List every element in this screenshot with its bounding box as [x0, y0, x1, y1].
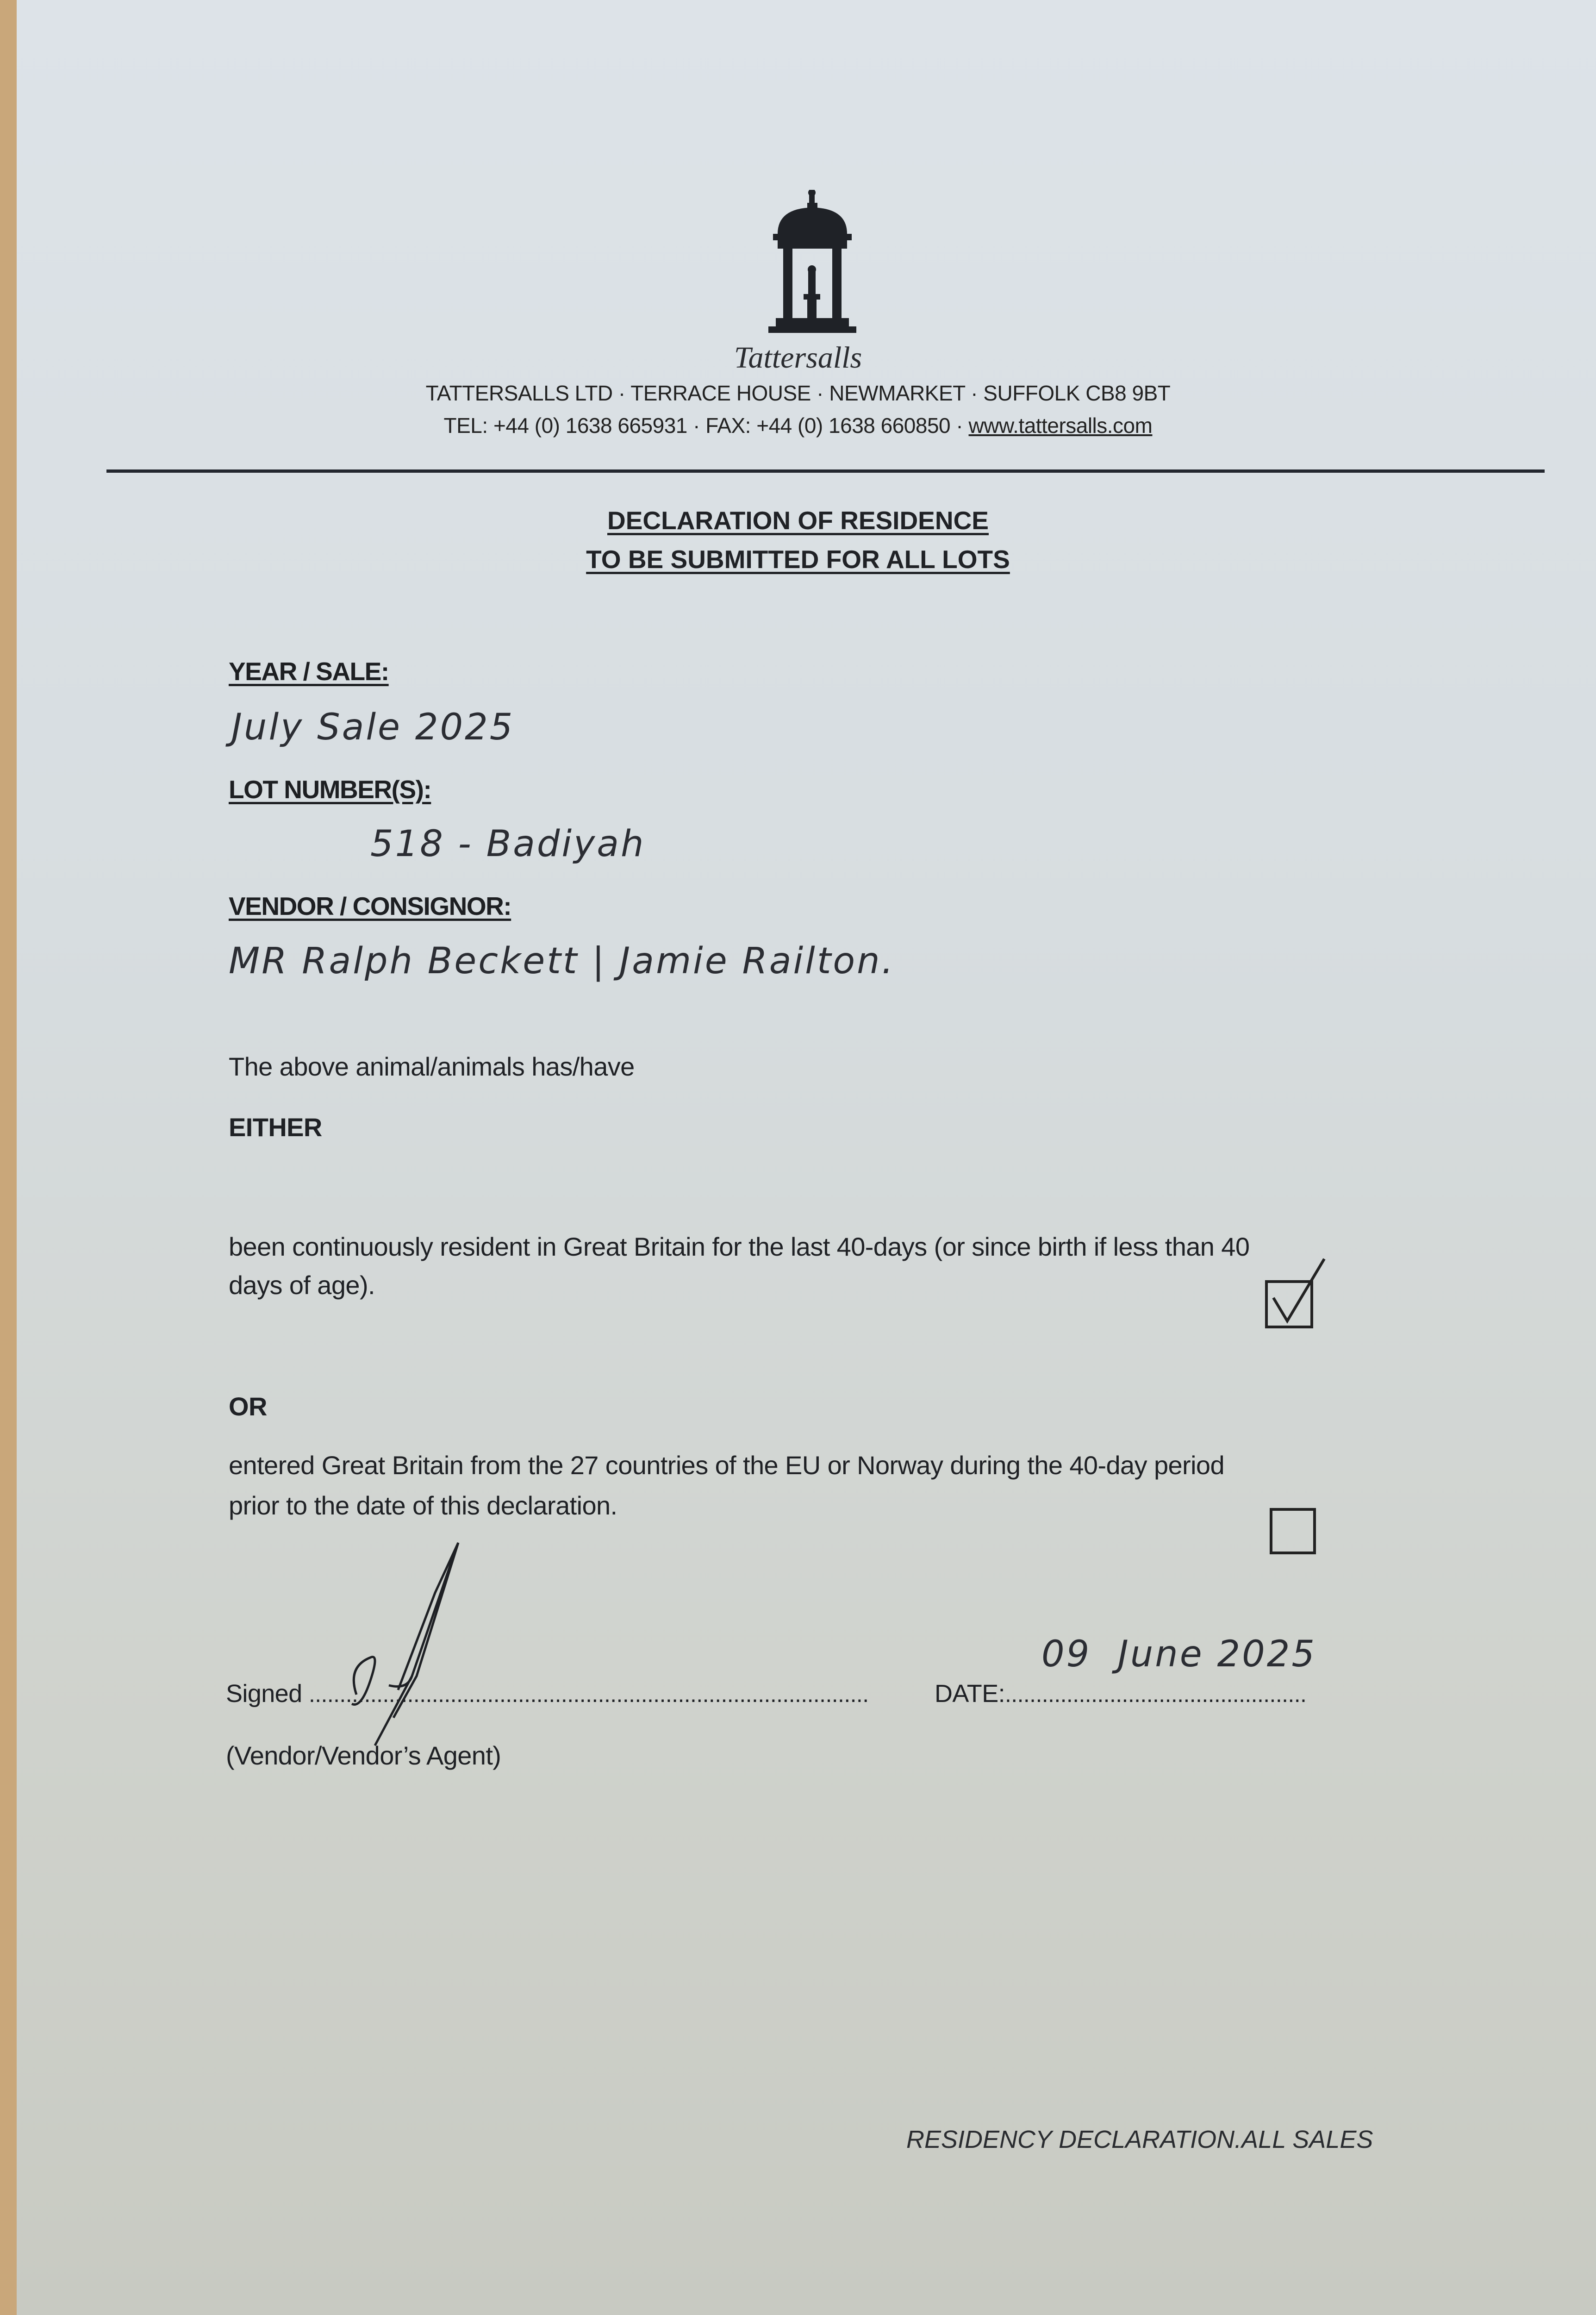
year-sale-value[interactable]: July Sale 2025 [231, 707, 515, 748]
signed-label: Signed [226, 1680, 302, 1708]
form-reference: RESIDENCY DECLARATION.ALL SALES [906, 2126, 1373, 2153]
lot-number-value[interactable]: 518 - Badiyah [370, 823, 646, 865]
or-label: OR [229, 1392, 267, 1421]
signature-dots[interactable]: ........................................................................................... [308, 1681, 869, 1707]
option1-text: been continuously resident in Great Britain for the last 40-days (or since birth if less than 40 [229, 1232, 1250, 1261]
either-label: EITHER [229, 1113, 322, 1142]
brand-name: Tattersalls [734, 341, 862, 375]
lot-number-label: LOT NUMBER(S): [229, 775, 431, 804]
declaration-intro: The above animal/animals has/have [229, 1052, 635, 1081]
form-subtitle: TO BE SUBMITTED FOR ALL LOTS [586, 545, 1010, 574]
vendor-agent-label: (Vendor/Vendor’s Agent) [226, 1741, 501, 1770]
option2-text-cont: prior to the date of this declaration. [229, 1491, 617, 1520]
company-address: TATTERSALLS LTD · TERRACE HOUSE · NEWMARKET · SUFFOLK CB8 9BT [425, 381, 1171, 405]
header-divider [106, 469, 1545, 473]
contact-numbers: TEL: +44 (0) 1638 665931 · FAX: +44 (0) 1638 660850 · [443, 413, 969, 438]
tattersalls-logo [759, 190, 866, 338]
date-label: DATE: [935, 1680, 1005, 1708]
website-link[interactable]: www.tattersalls.com [968, 413, 1153, 438]
option2-text: entered Great Britain from the 27 countries of the EU or Norway during the 40-day period [229, 1451, 1225, 1480]
vendor-value[interactable]: MR Ralph Beckett | Jamie Railton. [229, 940, 895, 982]
date-value[interactable]: 09 June 2025 [1041, 1633, 1317, 1675]
option1-text-cont: days of age). [229, 1270, 375, 1300]
checkmark-icon [1265, 1255, 1330, 1325]
date-dots: ................................................. [1005, 1681, 1307, 1707]
vendor-label: VENDOR / CONSIGNOR: [229, 892, 511, 920]
date-line [935, 1679, 1306, 1709]
year-sale-label: YEAR / SALE: [229, 657, 389, 686]
contact-line [0, 413, 1596, 438]
option1-checkbox[interactable] [1265, 1280, 1313, 1328]
signature-scribble [319, 1537, 532, 1750]
option2-checkbox[interactable] [1270, 1508, 1316, 1554]
form-title: DECLARATION OF RESIDENCE [607, 506, 989, 535]
